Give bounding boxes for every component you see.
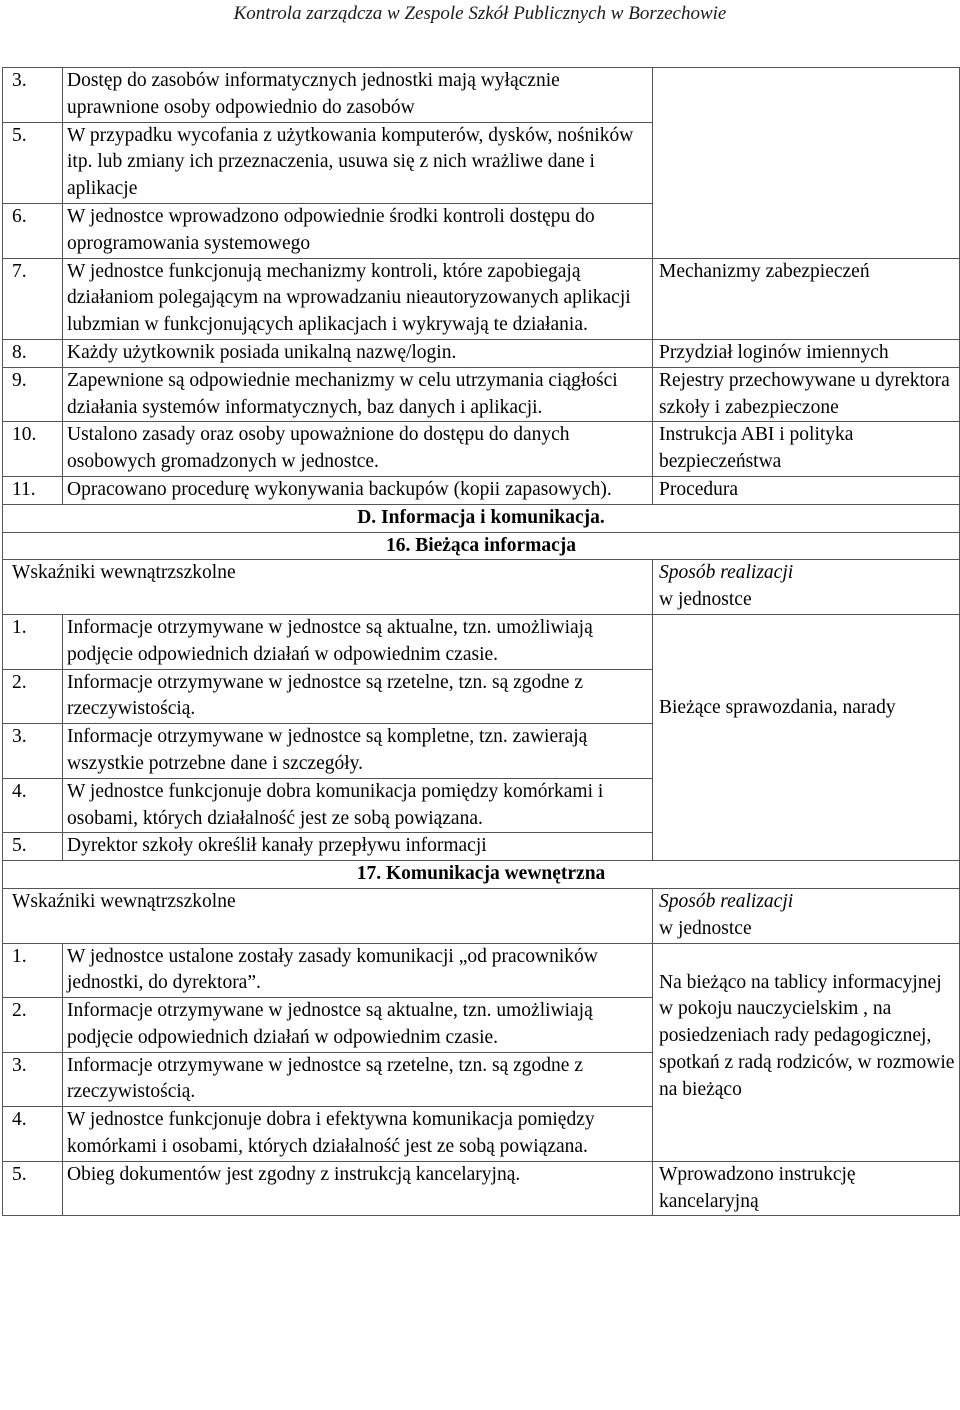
realization-header (653, 888, 960, 943)
table-row (3, 68, 960, 123)
realization-text: Na bieżąco na tablicy informacyjnej w pokoju nauczycielskim , na posiedzeniach rady pedagogicznej, spotkań z radą rodziców, w rozmowie na bieżąco (659, 971, 955, 1100)
realization-header-line1: Sposób realizacji (659, 562, 794, 584)
row-text: W przypadku wycofania z użytkowania komputerów, dysków, nośników itp. lub zmiany ich przeznaczenia, usuwa się z nich wrażliwe dane i aplikacje (63, 122, 653, 203)
row-text: W jednostce funkcjonuje dobra komunikacja pomiędzy komórkami i osobami, których działalność jest ze sobą powiązana. (63, 778, 653, 833)
row-text: Informacje otrzymywane w jednostce są rzetelne, tzn. są zgodne z rzeczywistością. (63, 1052, 653, 1107)
row-text: Zapewnione są odpowiednie mechanizmy w celu utrzymania ciągłości działania systemów informatycznych, baz danych i aplikacji. (63, 367, 653, 422)
row-number: 9. (3, 367, 63, 422)
row-number: 5. (3, 1161, 63, 1216)
section-heading-row (3, 532, 960, 560)
row-text: W jednostce funkcjonują mechanizmy kontroli, które zapobiegają działaniom polegającym na wprowadzaniu nieautoryzowanych aplikacji lubzmian w funkcjonujących aplikacjach i wykrywają te działania. (63, 258, 653, 339)
row-text: W jednostce wprowadzono odpowiednie środki kontroli dostępu do oprogramowania systemowego (63, 203, 653, 258)
row-number: 5. (3, 122, 63, 203)
column-header-row (3, 888, 960, 943)
realization-header (653, 560, 960, 615)
row-number: 2. (3, 669, 63, 724)
row-text: Informacje otrzymywane w jednostce są kompletne, tzn. zawierają wszystkie potrzebne dane i szczegóły. (63, 724, 653, 779)
row-text: Opracowano procedurę wykonywania backupów (kopii zapasowych). (63, 476, 653, 504)
realization-header-line2: w jednostce (659, 589, 752, 611)
row-number: 8. (3, 339, 63, 367)
indicators-header: Wskaźniki wewnątrzszkolne (3, 888, 653, 943)
realization-cell: Procedura (653, 476, 960, 504)
row-text: Informacje otrzymywane w jednostce są aktualne, tzn. umożliwiają podjęcie odpowiednich działań w odpowiednim czasie. (63, 998, 653, 1053)
row-number: 2. (3, 998, 63, 1053)
row-number: 3. (3, 724, 63, 779)
realization-cell: Mechanizmy zabezpieczeń (653, 258, 960, 339)
row-number: 10. (3, 422, 63, 477)
row-number: 5. (3, 833, 63, 861)
row-number: 1. (3, 943, 63, 998)
page-header: Kontrola zarządcza w Zespole Szkół Publicznych w Borzechowie (233, 3, 727, 24)
row-text: Informacje otrzymywane w jednostce są rzetelne, tzn. są zgodne z rzeczywistością. (63, 669, 653, 724)
section-heading: D. Informacja i komunikacja. (3, 504, 960, 532)
realization-text: Bieżące sprawozdania, narady (659, 696, 896, 718)
control-table (2, 67, 960, 1216)
realization-header-line2: w jednostce (659, 917, 752, 939)
realization-cell (653, 68, 960, 259)
section-heading-row (3, 861, 960, 889)
realization-cell: Przydział loginów imiennych (653, 339, 960, 367)
row-text: W jednostce ustalone zostały zasady komunikacji „od pracowników jednostki, do dyrektora”. (63, 943, 653, 998)
row-text: W jednostce funkcjonuje dobra i efektywna komunikacja pomiędzy komórkami i osobami, których działalność jest ze sobą powiązana. (63, 1107, 653, 1162)
section-heading: 17. Komunikacja wewnętrzna (3, 861, 960, 889)
section-heading-row (3, 504, 960, 532)
realization-cell: Rejestry przechowywane u dyrektora szkoły i zabezpieczone (653, 367, 960, 422)
table-row (3, 943, 960, 998)
row-text: Informacje otrzymywane w jednostce są aktualne, tzn. umożliwiają podjęcie odpowiednich działań w odpowiednim czasie. (63, 614, 653, 669)
section-heading: 16. Bieżąca informacja (3, 532, 960, 560)
row-text: Ustalono zasady oraz osoby upoważnione do dostępu do danych osobowych gromadzonych w jednostce. (63, 422, 653, 477)
row-text: Obieg dokumentów jest zgodny z instrukcją kancelaryjną. (63, 1161, 653, 1216)
realization-cell: Instrukcja ABI i polityka bezpieczeństwa (653, 422, 960, 477)
row-text: Dyrektor szkoły określił kanały przepływu informacji (63, 833, 653, 861)
realization-cell: Wprowadzono instrukcję kancelaryjną (653, 1161, 960, 1216)
table-row (3, 258, 960, 339)
row-text: Każdy użytkownik posiada unikalną nazwę/login. (63, 339, 653, 367)
row-number: 3. (3, 68, 63, 123)
table-row (3, 422, 960, 477)
table-row (3, 1161, 960, 1216)
table-row (3, 339, 960, 367)
row-number: 4. (3, 778, 63, 833)
realization-cell (653, 943, 960, 1161)
table-row (3, 367, 960, 422)
row-number: 6. (3, 203, 63, 258)
row-text: Dostęp do zasobów informatycznych jednostki mają wyłącznie uprawnione osoby odpowiednio do zasobów (63, 68, 653, 123)
row-number: 3. (3, 1052, 63, 1107)
realization-cell (653, 614, 960, 860)
row-number: 4. (3, 1107, 63, 1162)
column-header-row (3, 560, 960, 615)
table-row (3, 614, 960, 669)
row-number: 1. (3, 614, 63, 669)
row-number: 11. (3, 476, 63, 504)
row-number: 7. (3, 258, 63, 339)
realization-header-line1: Sposób realizacji (659, 890, 794, 912)
indicators-header: Wskaźniki wewnątrzszkolne (3, 560, 653, 615)
table-row (3, 476, 960, 504)
